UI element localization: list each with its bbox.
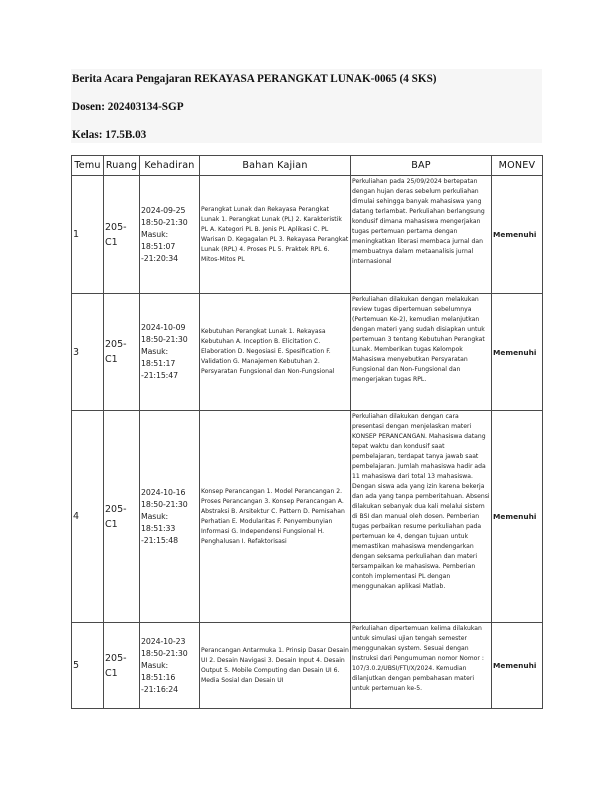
cell-bap: Perkuliahan dilakukan dengan cara presentasi dengan menjelaskan materi KONSEP PERANCANGAN. Mahasiswa datang tepat waktu dan kondusif saat pembelajaran, terdapat tanya jawab saat pembelajaran. Jumlah mahasiswa hadir ada 11 mahasiswa dari total 13 mahasiswa. Dengan siswa ada yang izin karena bekerja dan ada yang tanpa pemberitahuan. Absensi dilakukan sebanyak dua kali melalui sistem di BSI dan manual oleh dosen. Pemberian tugas perbaikan resume perkuliahan pada pertemuan ke 4, dengan tujuan untuk memastikan mahasiswa mendengarkan dengan seksama perkuliahan dan materi tersampaikan ke mahasiswa. Pemberian contoh implementasi PL dengan menggunakan aplikasi Matlab. <box>351 411 492 623</box>
cell-monev: Memenuhi <box>492 294 543 411</box>
attendance-date: 2024-10-16 <box>141 487 186 497</box>
col-header-bap: BAP <box>351 156 492 176</box>
cell-monev: Memenuhi <box>492 623 543 709</box>
attendance-checkout: -21:15:47 <box>141 371 178 380</box>
attendance-date: 2024-09-25 <box>141 205 186 215</box>
teaching-report-table <box>71 155 543 709</box>
col-header-ruang: Ruang <box>104 156 140 176</box>
col-header-bahan-kajian: Bahan Kajian <box>200 156 351 176</box>
attendance-time: 18:50-21:30 <box>141 217 188 227</box>
attendance-checkout: -21:20:34 <box>141 253 178 263</box>
lecturer-label: Dosen: 202403134-SGP <box>72 101 184 113</box>
cell-ruang: 205-C1 <box>104 294 140 411</box>
attendance-checkout: -21:15:48 <box>141 535 178 545</box>
cell-temu: 4 <box>72 411 104 623</box>
cell-bahan-kajian: Konsep Perancangan 1. Model Perancangan 2. Proses Perancangan 3. Konsep Perancangan A. Abstraksi B. Arsitektur C. Pattern D. Pemisahan Perhatian E. Modularitas F. Penyembunyian Informasi G. Independensi Fungsional H. Penghalusan I. Refaktorisasi <box>200 411 351 623</box>
cell-monev: Memenuhi <box>492 176 543 294</box>
cell-kehadiran <box>140 176 200 294</box>
attendance-time: 18:50-21:30 <box>141 335 188 344</box>
cell-ruang: 205-C1 <box>104 623 140 709</box>
class-label: Kelas: 17.5B.03 <box>72 129 147 141</box>
page-title: Berita Acara Pengajaran REKAYASA PERANGKAT LUNAK-0065 (4 SKS) <box>72 73 437 85</box>
attendance-checkout: -21:16:24 <box>141 684 178 694</box>
attendance-checkin: Masuk: 18:51:33 <box>141 511 176 533</box>
cell-kehadiran <box>140 411 200 623</box>
cell-monev: Memenuhi <box>492 411 543 623</box>
cell-bahan-kajian: Perangkat Lunak dan Rekayasa Perangkat Lunak 1. Perangkat Lunak (PL) 2. Karakteristik PL A. Kategori PL B. Jenis PL Aplikasi C. PL Warisan D. Kegagalan PL 3. Rekayasa Perangkat Lunak (RPL) 4. Proses PL 5. Praktek RPL 6. Mitos-Mitos PL <box>200 176 351 294</box>
table-header-row <box>72 156 543 176</box>
cell-kehadiran <box>140 294 200 411</box>
col-header-temu: Temu <box>72 156 104 176</box>
table-row <box>72 294 543 411</box>
cell-bap: Perkuliahan dilakukan dengan melakukan review tugas dipertemuan sebelumnya (Pertemuan Ke-2), kemudian melanjutkan dengan materi yang sudah disiapkan untuk pertemuan 3 tentang Kebutuhan Perangkat Lunak. Memberikan tugas Kelompok Mahasiswa menyebutkan Persyaratan Fungsional dan Non-Fungsional dan mengerjakan tugas RPL. <box>351 294 492 411</box>
attendance-checkin: Masuk: 18:51:17 <box>141 347 176 368</box>
cell-temu: 5 <box>72 623 104 709</box>
table-row <box>72 623 543 709</box>
cell-bahan-kajian: Perancangan Antarmuka 1. Prinsip Dasar Desain UI 2. Desain Navigasi 3. Desain Input 4. Desain Output 5. Mobile Computing dan Desain UI 6. Media Sosial dan Desain UI <box>200 623 351 709</box>
cell-bap: Perkuliahan pada 25/09/2024 bertepatan dengan hujan deras sebelum perkuliahan dimulai sehingga banyak mahasiswa yang datang terlambat. Perkuliahan berlangsung kondusif dimana mahasiswa mengerjakan tugas pertemuan pertama dengan meningkatkan literasi membaca jurnal dan membuatnya dalam metaanalisis jurnal internasional <box>351 176 492 294</box>
cell-bahan-kajian: Kebutuhan Perangkat Lunak 1. Rekayasa Kebutuhan A. Inception B. Elicitation C. Elaboration D. Negosiasi E. Spesification F. Validation G. Manajemen Kebutuhan 2. Persyaratan Fungsional dan Non-Fungsional <box>200 294 351 411</box>
attendance-date: 2024-10-09 <box>141 323 186 332</box>
cell-ruang: 205-C1 <box>104 411 140 623</box>
cell-kehadiran <box>140 623 200 709</box>
attendance-date: 2024-10-23 <box>141 636 186 646</box>
attendance-time: 18:50-21:30 <box>141 648 188 658</box>
attendance-checkin: Masuk: 18:51:07 <box>141 229 176 251</box>
cell-temu: 3 <box>72 294 104 411</box>
attendance-time: 18:50-21:30 <box>141 499 188 509</box>
cell-bap: Perkuliahan dipertemuan kelima dilakukan untuk simulasi ujian tengah semester menggunakan system. Sesuai dengan Instruksi dari Pengumuman nomor Nomor : 107/3.0.2/UBSI/FTI/X/2024. Kemudian dilanjutkan dengan pembahasan materi untuk pertemuan ke-5. <box>351 623 492 709</box>
col-header-kehadiran: Kehadiran <box>140 156 200 176</box>
table-row <box>72 176 543 294</box>
col-header-monev: MONEV <box>492 156 543 176</box>
attendance-checkin: Masuk: 18:51:16 <box>141 660 176 682</box>
cell-temu: 1 <box>72 176 104 294</box>
table-row <box>72 411 543 623</box>
cell-ruang: 205-C1 <box>104 176 140 294</box>
